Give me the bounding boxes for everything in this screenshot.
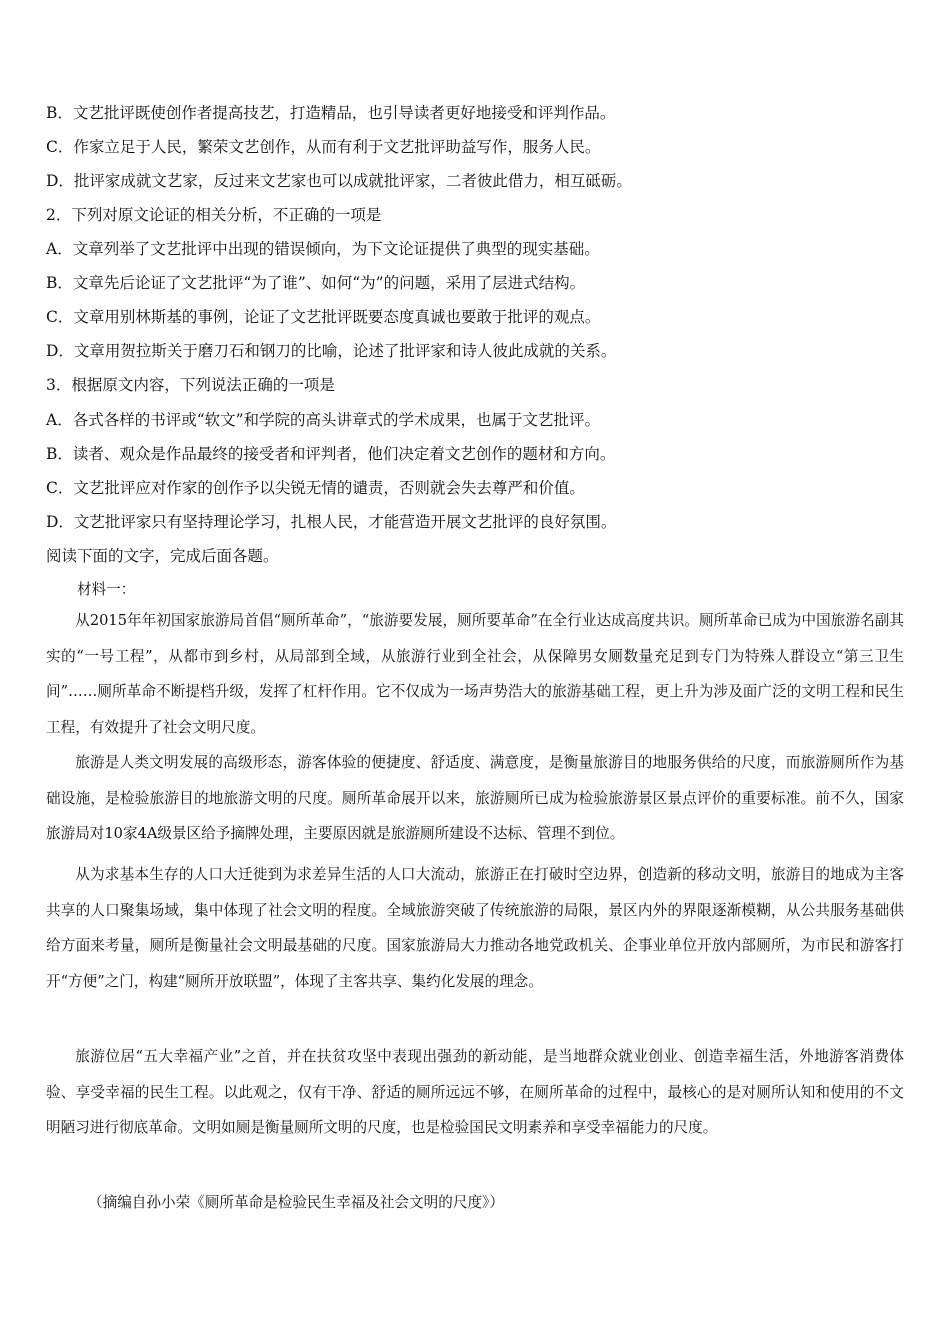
option-3-d: D．文艺批评家只有坚持理论学习，扎根人民，才能营造开展文艺批评的良好氛围。 <box>46 513 617 531</box>
option-3-a: A．各式各样的书评或“软文”和学院的高头讲章式的学术成果，也属于文艺批评。 <box>46 411 601 429</box>
option-3-b: B．读者、观众是作品最终的接受者和评判者，他们决定着文艺创作的题材和方向。 <box>46 445 616 463</box>
option-2-d: D．文章用贺拉斯关于磨刀石和钢刀的比喻，论述了批评家和诗人彼此成就的关系。 <box>46 342 617 360</box>
source-citation: （摘编自孙小荣《厕所革命是检验民生幸福及社会文明的尺度》） <box>88 1194 504 1211</box>
option-1-c: C．作家立足于人民，繁荣文艺创作，从而有利于文艺批评助益写作，服务人民。 <box>46 138 601 156</box>
passage-paragraph-1: 从2015年年初国家旅游局首倡“厕所革命”，“旅游要发展，厕所要革命”在全行业达成高度共识。厕所革命已成为中国旅游名副其实的“一号工程”，从都市到乡村，从局部到全域，从旅游行业到全社会，从保障男女厕数量充足到专门为特殊人群设立“第三卫生间”……厕所革命不断提档升级，发挥了杠杆作用。它不仅成为一场声势浩大的旅游基础工程，更上升为涉及面广泛的文明工程和民生工程，有效提升了社会文明尺度。 <box>46 612 904 736</box>
passage-paragraph-3: 从为求基本生存的人口大迁徙到为求差异生活的人口大流动，旅游正在打破时空边界，创造新的移动文明，旅游目的地成为主客共享的人口聚集场域，集中体现了社会文明的程度。全域旅游突破了传统旅游的局限，景区内外的界限逐渐模糊，从公共服务基础供给方面来考量，厕所是衡量社会文明最基础的尺度。国家旅游局大力推动各地党政机关、企事业单位开放内部厕所，为市民和游客打开“方便”之门，构建“厕所开放联盟”，体现了主客共享、集约化发展的理念。 <box>46 866 904 990</box>
option-2-b: B．文章先后论证了文艺批评“为了谁”、如何“为”的问题，采用了层进式结构。 <box>46 274 586 292</box>
material-label: 材料一： <box>77 581 136 598</box>
option-1-b: B．文艺批评既使创作者提高技艺，打造精品，也引导读者更好地接受和评判作品。 <box>46 104 616 122</box>
passage-paragraph-2: 旅游是人类文明发展的高级形态，游客体验的便捷度、舒适度、满意度，是衡量旅游目的地服务供给的尺度，而旅游厕所作为基础设施，是检验旅游目的地旅游文明的尺度。厕所革命展开以来，旅游厕所已成为检验旅游景区景点评价的重要标准。前不久，国家旅游局对10家4A级景区给予摘牌处理，主要原因就是旅游厕所建设不达标、管理不到位。 <box>46 754 904 842</box>
option-2-c: C．文章用别林斯基的事例，论证了文艺批评既要态度真诚也要敢于批评的观点。 <box>46 308 601 326</box>
option-1-d: D．批评家成就文艺家，反过来文艺家也可以成就批评家，二者彼此借力，相互砥砺。 <box>46 172 632 190</box>
reading-instruction: 阅读下面的文字，完成后面各题。 <box>46 547 279 565</box>
question-3-stem: 3．根据原文内容，下列说法正确的一项是 <box>46 376 335 394</box>
option-3-c: C．文艺批评应对作家的创作予以尖锐无情的谴责，否则就会失去尊严和价值。 <box>46 479 585 497</box>
passage-paragraph-4: 旅游位居“五大幸福产业”之首，并在扶贫攻坚中表现出强劲的新动能，是当地群众就业创业、创造幸福生活，外地游客消费体验、享受幸福的民生工程。以此观之，仅有干净、舒适的厕所远远不够，在厕所革命的过程中，最核心的是对厕所认知和使用的不文明陋习进行彻底革命。文明如厕是衡量厕所文明的尺度，也是检验国民文明素养和享受幸福能力的尺度。 <box>46 1048 904 1136</box>
question-2-stem: 2．下列对原文论证的相关分析，不正确的一项是 <box>46 206 382 224</box>
option-2-a: A．文章列举了文艺批评中出现的错误倾向，为下文论证提供了典型的现实基础。 <box>46 240 600 258</box>
